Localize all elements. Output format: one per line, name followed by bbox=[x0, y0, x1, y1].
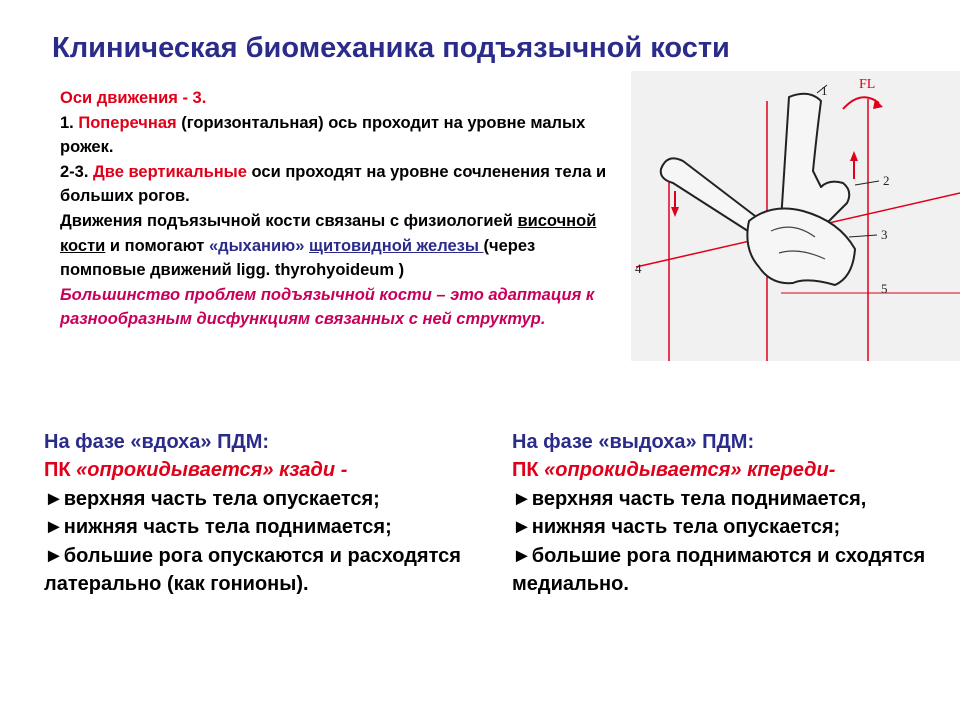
inhale-heading: На фазе «вдоха» ПДМ: bbox=[44, 431, 270, 453]
slide-title: Клиническая биомеханика подъязычной кости bbox=[52, 32, 730, 64]
hyoid-bone-shape bbox=[661, 94, 855, 285]
problems-note: Большинство проблем подъязычной кости – это адаптация к разнообразным дисфункциям связанных с ней структур. bbox=[60, 285, 595, 329]
label-3: 3 bbox=[881, 227, 888, 242]
hyoid-diagram bbox=[631, 71, 960, 361]
exhale-heading: На фазе «выдоха» ПДМ: bbox=[512, 431, 755, 453]
axis-vertical-label: Две вертикальные bbox=[93, 162, 247, 181]
temporal-bone-link[interactable]: височной кости bbox=[60, 211, 597, 255]
axes-description bbox=[60, 86, 620, 332]
label-2: 2 bbox=[883, 173, 890, 188]
axes-heading: Оси движения - 3. bbox=[60, 89, 207, 107]
arrow-down-icon bbox=[671, 207, 679, 217]
axis-transverse-label: Поперечная bbox=[78, 113, 177, 132]
exhale-bullet-2: ►нижняя часть тела опускается; bbox=[512, 516, 841, 539]
inhale-bullet-1: ►верхняя часть тела опускается; bbox=[44, 487, 380, 510]
hyoid-bone-illustration bbox=[631, 71, 960, 361]
label-5: 5 bbox=[881, 281, 888, 296]
label-1: 1 bbox=[821, 83, 828, 98]
movement-paragraph: Движения подъязычной кости связаны с физиологией височной кости и помогают «дыханию» щитовидной железы (через помповые движений ligg. thyrohyoideum ) bbox=[60, 211, 597, 280]
exhale-pk: ПК «опрокидывается» кпереди- bbox=[512, 459, 836, 482]
exhale-bullet-1: ►верхняя часть тела поднимается, bbox=[512, 487, 867, 510]
inhale-bullet-3: ►большие рога опускаются и расходятся латерально (как гонионы). bbox=[44, 544, 461, 596]
inhale-pk: ПК «опрокидывается» кзади - bbox=[44, 459, 348, 482]
breathing-term: «дыханию» bbox=[208, 236, 305, 255]
label-4: 4 bbox=[635, 261, 642, 276]
axis-item-2-3: 2-3. Две вертикальные оси проходят на уровне сочленения тела и больших рогов. bbox=[60, 162, 607, 206]
inhale-phase bbox=[44, 428, 484, 598]
label-fl: FL bbox=[859, 77, 876, 92]
arrow-up-icon bbox=[850, 151, 858, 161]
axis-item-1: 1. Поперечная (горизонтальная) ось проходит на уровне малых рожек. bbox=[60, 113, 586, 157]
inhale-bullet-2: ►нижняя часть тела поднимается; bbox=[44, 516, 392, 539]
exhale-bullet-3: ►большие рога поднимаются и сходятся медиально. bbox=[512, 544, 926, 596]
thyroid-link[interactable]: щитовидной железы bbox=[309, 236, 484, 255]
exhale-phase bbox=[512, 428, 932, 598]
